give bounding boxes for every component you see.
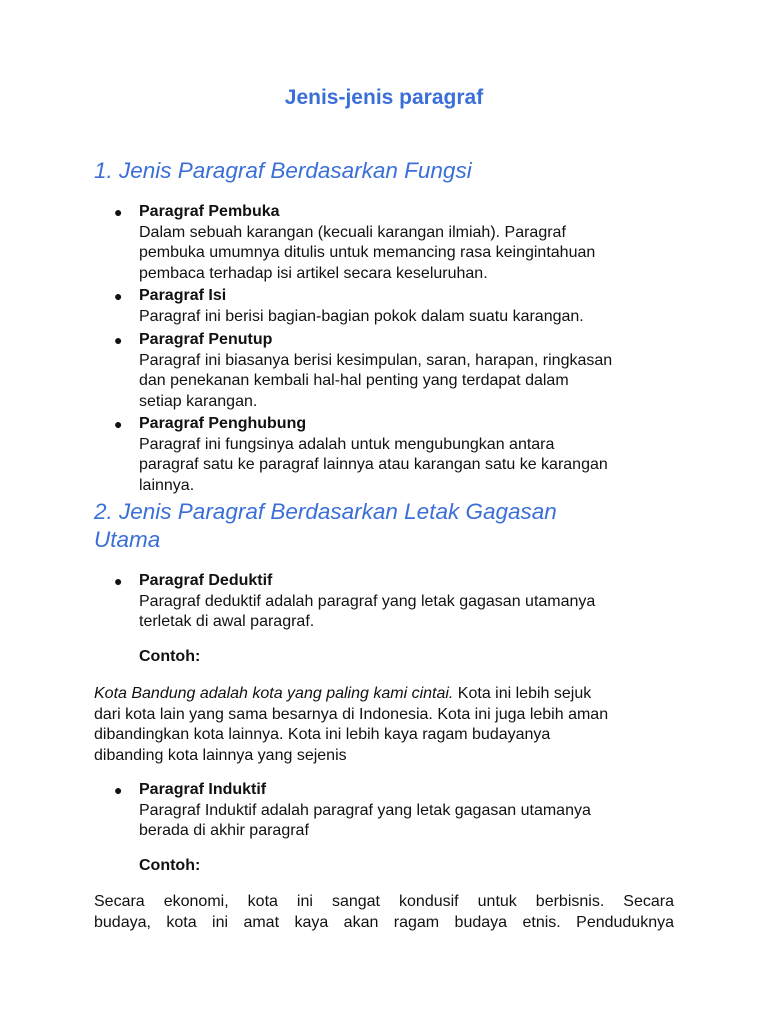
bullet-icon: ● (114, 573, 123, 589)
section2-heading-line: 2. Jenis Paragraf Berdasarkan Letak Gagasan (94, 499, 557, 524)
bullet-desc-line: berada di akhir paragraf (139, 822, 309, 839)
bullet-desc-line: terletak di awal paragraf. (139, 613, 315, 630)
section2-heading (94, 498, 694, 554)
example-line (94, 684, 674, 705)
bullet-term: Paragraf Penutup (139, 331, 273, 348)
bullet-icon: ● (114, 416, 123, 432)
bullet-desc-line: dan penekanan kembali hal-hal penting yang terdapat dalam (139, 372, 569, 389)
bullet-term: Paragraf Induktif (139, 781, 267, 798)
bullet-desc-line: Paragraf deduktif adalah paragraf yang letak gagasan utamanya (139, 592, 596, 610)
bullet-desc-line: paragraf satu ke paragraf lainnya atau karangan satu ke karangan (139, 456, 608, 473)
bullet-desc-line: pembuka umumnya ditulis untuk memancing rasa keingintahuan (139, 244, 596, 261)
bullet-desc-line: Paragraf ini berisi bagian-bagian pokok dalam suatu karangan. (139, 307, 584, 325)
bullet-icon: ● (114, 332, 123, 348)
bullet-term: Paragraf Pembuka (139, 203, 280, 220)
bullet-term: Paragraf Deduktif (139, 572, 273, 589)
contoh-label: Contoh: (139, 648, 201, 665)
bullet-desc-line: setiap karangan. (139, 392, 258, 410)
example-line: budaya, kota ini amat kaya akan ragam budaya etnis. Penduduknya (94, 913, 674, 931)
document-title: Jenis-jenis paragraf (284, 86, 484, 109)
bullet-icon: ● (114, 288, 123, 304)
example-paragraph (94, 684, 674, 766)
bullet-desc-line: Dalam sebuah karangan (kecuali karangan ilmiah). Paragraf (139, 223, 566, 241)
bullet-desc-line: Paragraf ini fungsinya adalah untuk mengubungkan antara (139, 435, 555, 453)
example-paragraph (94, 892, 674, 933)
contoh-label: Contoh: (139, 857, 201, 874)
example-line: Secara ekonomi, kota ini sangat kondusif untuk berbisnis. Secara (94, 893, 674, 910)
bullet-icon: ● (114, 782, 123, 798)
section2-heading-line: Utama (94, 527, 161, 552)
list-item (114, 571, 674, 633)
bullet-desc-line: pembaca terhadap isi artikel secara keseluruhan. (139, 264, 488, 282)
bullet-desc-line: lainnya. (139, 476, 195, 494)
section1-heading: 1. Jenis Paragraf Berdasarkan Fungsi (94, 158, 472, 183)
example-topic-sentence: Kota Bandung adalah kota yang paling kami cintai. (94, 685, 454, 702)
bullet-term: Paragraf Penghubung (139, 415, 307, 432)
list-item (114, 202, 674, 284)
bullet-icon: ● (114, 204, 123, 220)
list-item (114, 330, 674, 412)
example-line: dibandingkan kota lainnya. Kota ini lebih kaya ragam budayanya (94, 726, 551, 743)
example-line-rest: Kota ini lebih sejuk (453, 685, 592, 702)
bullet-term: Paragraf Isi (139, 287, 227, 304)
example-line: dibanding kota lainnya yang sejenis (94, 746, 347, 764)
bullet-desc-line: Paragraf Induktif adalah paragraf yang letak gagasan utamanya (139, 801, 591, 819)
bullet-desc-line: Paragraf ini biasanya berisi kesimpulan, saran, harapan, ringkasan (139, 351, 613, 369)
list-item (114, 780, 674, 842)
list-item (114, 414, 674, 496)
list-item (114, 286, 674, 327)
example-line: dari kota lain yang sama besarnya di Indonesia. Kota ini juga lebih aman (94, 705, 609, 723)
